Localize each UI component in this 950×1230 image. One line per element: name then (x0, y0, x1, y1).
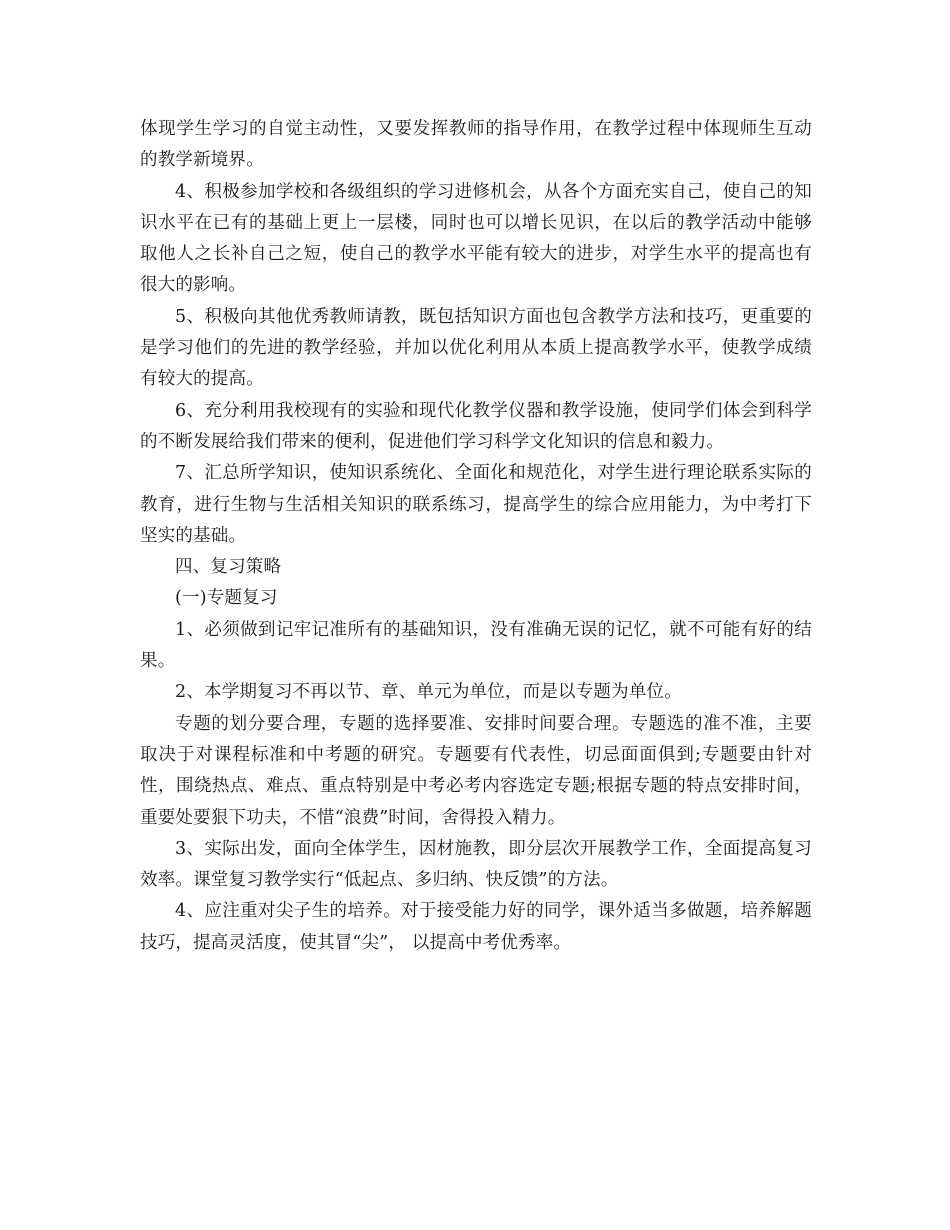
paragraph-item-4: 4、积极参加学校和各级组织的学习进修机会，从各个方面充实自己，使自己的知识水平在已有的基础上更上一层楼，同时也可以增长见识，在以后的教学活动中能够取他人之长补自己之短，使自己的教学水平能有较大的进步，对学生水平的提高也有很大的影响。 (140, 181, 812, 296)
paragraph-strategy-1: 1、必须做到记牢记准所有的基础知识，没有准确无误的记忆，就不可能有好的结果。 (140, 619, 812, 672)
paragraph-strategy-4: 4、应注重对尖子生的培养。对于接受能力好的同学，课外适当多做题，培养解题技巧，提高灵活度，使其冒“尖”， 以提高中考优秀率。 (140, 901, 812, 953)
section-heading-review-strategy: 四、复习策略 (175, 557, 282, 578)
document-body (140, 114, 812, 959)
paragraph-continuation: 体现学生学习的自觉主动性，又要发挥教师的指导作用，在教学过程中体现师生互动的教学新境界。 (140, 119, 812, 171)
paragraph-strategy-3: 3、实际出发，面向全体学生，因材施教，即分层次开展教学工作，全面提高复习效率。课堂复习教学实行“低起点、多归纳、快反馈”的方法。 (140, 838, 812, 891)
paragraph-item-7: 7、汇总所学知识，使知识系统化、全面化和规范化，对学生进行理论联系实际的教育，进行生物与生活相关知识的联系练习，提高学生的综合应用能力，为中考打下坚实的基础。 (140, 463, 812, 546)
paragraph-item-6: 6、充分利用我校现有的实验和现代化教学仪器和教学设施，使同学们体会到科学的不断发展给我们带来的便利，促进他们学习科学文化知识的信息和毅力。 (140, 400, 812, 452)
paragraph-strategy-2: 2、本学期复习不再以节、章、单元为单位，而是以专题为单位。 (175, 682, 682, 703)
subsection-heading-topic-review: (一)专题复习 (175, 588, 278, 609)
paragraph-item-5: 5、积极向其他优秀教师请教，既包括知识方面也包含教学方法和技巧，更重要的是学习他们的先进的教学经验，并加以优化利用从本质上提高教学水平，使教学成绩有较大的提高。 (140, 306, 812, 390)
paragraph-topic-division: 专题的划分要合理，专题的选择要准、安排时间要合理。专题选的准不准，主要取决于对课程标准和中考题的研究。专题要有代表性，切忌面面俱到;专题要由针对性，围绕热点、难点、重点特别是中考必考内容选定专题;根据专题的特点安排时间，重要处要狠下功夫，不惜“浪费”时间，舍得投入精力。 (140, 713, 812, 828)
